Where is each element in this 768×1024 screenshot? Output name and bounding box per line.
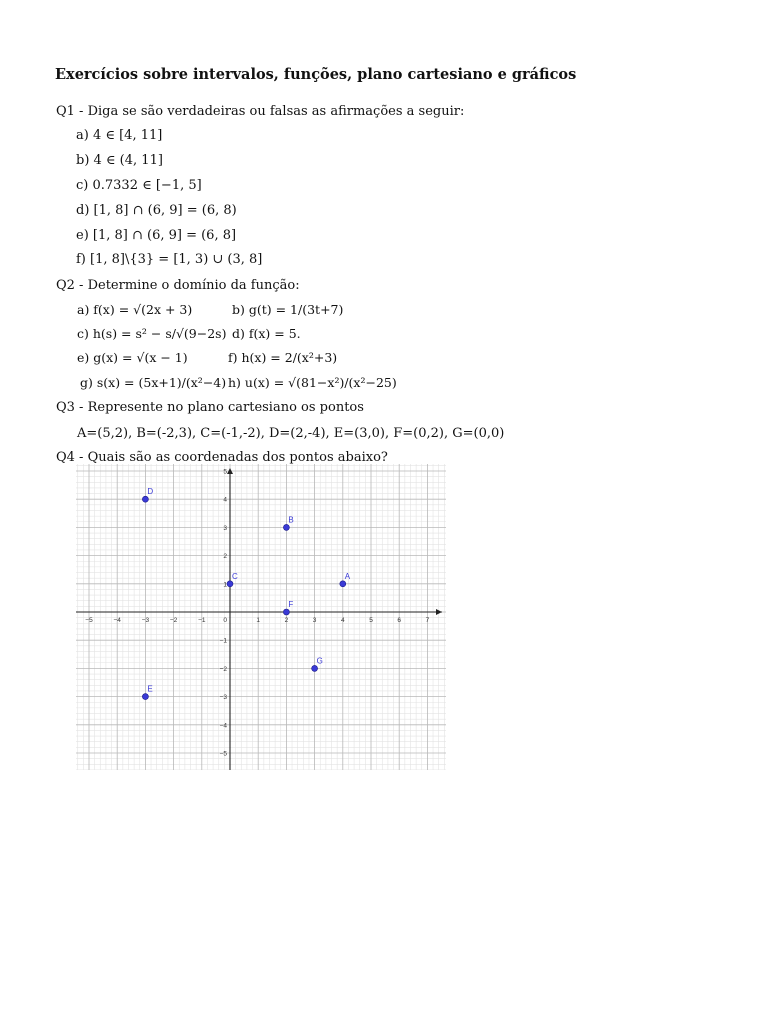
y-tick-label: 4 (223, 496, 227, 504)
q1-item-c: c) 0.7332 ∈ [−1, 5] (76, 178, 202, 193)
question-2-prompt: Q2 - Determine o domínio da função: (56, 278, 300, 293)
data-point (340, 581, 346, 587)
q3-points-list: A=(5,2), B=(-2,3), C=(-1,-2), D=(2,-4), E=(3,0), F=(0,2), G=(0,0) (77, 426, 505, 441)
data-point (227, 581, 233, 587)
point-label: E (147, 684, 153, 694)
q1-item-a: a) 4 ∈ [4, 11] (76, 128, 163, 143)
question-1-prompt: Q1 - Diga se são verdadeiras ou falsas as afirmações a seguir: (56, 104, 465, 119)
x-tick-label: −2 (169, 617, 178, 624)
data-point (283, 609, 289, 615)
point-label: B (288, 515, 294, 525)
y-tick-label: −5 (219, 750, 227, 758)
cartesian-plane-graph (76, 464, 446, 770)
data-point (283, 524, 289, 530)
data-point (312, 665, 318, 671)
page-title: Exercícios sobre intervalos, funções, plano cartesiano e gráficos (55, 66, 577, 83)
y-tick-label: −1 (219, 637, 227, 645)
grid-minor-lines (76, 464, 446, 770)
x-tick-label: 2 (284, 617, 289, 624)
point-label: A (344, 571, 351, 581)
grid-major-lines (76, 464, 446, 770)
q1-item-e: e) [1, 8] ∩ (6, 9] = (6, 8] (76, 228, 237, 243)
x-tick-label: 5 (369, 617, 373, 624)
y-tick-label: 2 (223, 553, 227, 561)
data-point (142, 694, 148, 700)
x-tick-label: 1 (256, 617, 261, 624)
point-label: G (316, 656, 323, 666)
y-tick-label: 3 (223, 524, 227, 532)
q2-function-g: g) s(x) = (5x+1)/(x²−4) (80, 375, 227, 390)
origin-label: 0 (223, 617, 227, 624)
x-tick-label: −1 (198, 617, 206, 624)
q2-function-a: a) f(x) = √(2x + 3) (77, 302, 193, 317)
x-tick-label: 7 (425, 617, 430, 624)
x-tick-label: 4 (340, 617, 345, 624)
x-axis-arrow-icon (436, 609, 442, 615)
q2-function-d: d) f(x) = 5. (232, 326, 301, 341)
point-label: D (147, 487, 154, 497)
y-tick-label: 1 (223, 581, 227, 589)
y-tick-label: −3 (219, 694, 227, 702)
q2-function-e: e) g(x) = √(x − 1) (77, 350, 188, 365)
x-tick-label: −4 (113, 617, 121, 624)
x-tick-label: −5 (85, 617, 93, 624)
y-tick-label: −4 (219, 722, 227, 730)
y-tick-label: 5 (223, 468, 227, 476)
x-tick-label: −3 (141, 617, 150, 624)
y-tick-label: −2 (219, 665, 227, 673)
q2-function-c: c) h(s) = s² − s/√(9−2s) (77, 326, 227, 341)
q1-item-d: d) [1, 8] ∩ (6, 9] = (6, 8) (76, 203, 237, 218)
x-tick-label: 3 (312, 617, 317, 624)
q1-item-f: f) [1, 8]\{3} = [1, 3) ∪ (3, 8] (76, 252, 263, 267)
q2-function-h: h) u(x) = √(81−x²)/(x²−25) (228, 375, 397, 390)
data-point (142, 496, 148, 502)
question-4-prompt: Q4 - Quais são as coordenadas dos pontos abaixo? (56, 450, 388, 465)
q2-function-f: f) h(x) = 2/(x²+3) (228, 350, 338, 365)
q2-function-b: b) g(t) = 1/(3t+7) (232, 302, 344, 317)
q1-item-b: b) 4 ∈ (4, 11] (76, 153, 163, 168)
tick-labels (85, 469, 429, 758)
point-label: F (288, 600, 294, 609)
x-tick-label: 6 (397, 617, 402, 624)
question-3-prompt: Q3 - Represente no plano cartesiano os pontos (56, 400, 364, 415)
point-label: C (232, 571, 238, 581)
